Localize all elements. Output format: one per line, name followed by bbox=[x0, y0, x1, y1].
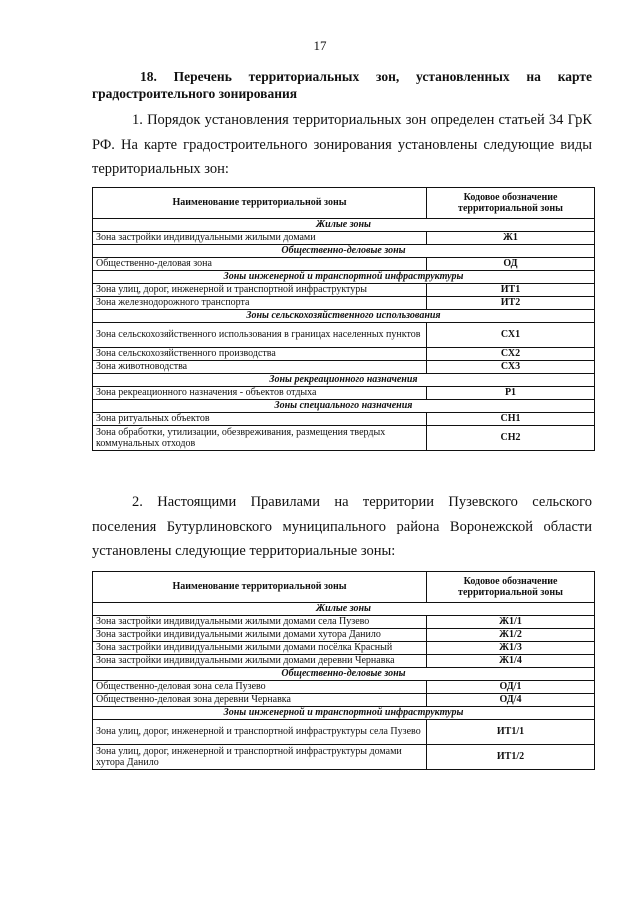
zone-code-cell: ИТ1/2 bbox=[427, 745, 595, 770]
table-header-row bbox=[93, 572, 595, 603]
zone-name-cell: Зона застройки индивидуальными жилыми домами посёлка Красный bbox=[93, 642, 427, 655]
table-row bbox=[93, 361, 595, 374]
table-row bbox=[93, 323, 595, 348]
zone-group-title: Общественно-деловые зоны bbox=[93, 668, 595, 681]
table-row bbox=[93, 720, 595, 745]
column-header-zone-name: Наименование территориальной зоны bbox=[93, 188, 427, 219]
zone-group-row bbox=[93, 245, 595, 258]
zone-code-cell: Ж1/3 bbox=[427, 642, 595, 655]
table-header-row bbox=[93, 188, 595, 219]
column-header-zone-code: Кодовое обозначение территориальной зоны bbox=[427, 572, 595, 603]
table-row bbox=[93, 258, 595, 271]
zone-name-cell: Зона ритуальных объектов bbox=[93, 413, 427, 426]
zone-name-cell: Зона застройки индивидуальными жилыми домами деревни Чернавка bbox=[93, 655, 427, 668]
zone-group-title: Зоны инженерной и транспортной инфраструктуры bbox=[93, 271, 595, 284]
zone-group-title: Жилые зоны bbox=[93, 603, 595, 616]
zone-name-cell: Зона животноводства bbox=[93, 361, 427, 374]
table-row bbox=[93, 387, 595, 400]
zone-code-cell: ИТ1/1 bbox=[427, 720, 595, 745]
zone-types-table-body bbox=[93, 219, 595, 451]
zone-group-title: Общественно-деловые зоны bbox=[93, 245, 595, 258]
zone-code-cell: СХ2 bbox=[427, 348, 595, 361]
zone-name-cell: Зона застройки индивидуальными жилыми домами села Пузево bbox=[93, 616, 427, 629]
table-row bbox=[93, 413, 595, 426]
zone-name-cell: Зона рекреационного назначения - объектов отдыха bbox=[93, 387, 427, 400]
zone-group-row bbox=[93, 707, 595, 720]
zone-name-cell: Зона сельскохозяйственного использования в границах населенных пунктов bbox=[93, 323, 427, 348]
zone-code-cell: Ж1/4 bbox=[427, 655, 595, 668]
table-row bbox=[93, 426, 595, 451]
zone-group-title: Зоны сельскохозяйственного использования bbox=[93, 310, 595, 323]
zone-group-row bbox=[93, 603, 595, 616]
zone-code-cell: ОД bbox=[427, 258, 595, 271]
zone-group-row bbox=[93, 400, 595, 413]
zone-code-cell: СН2 bbox=[427, 426, 595, 451]
table-row bbox=[93, 629, 595, 642]
zone-name-cell: Зона улиц, дорог, инженерной и транспортной инфраструктуры домами хутора Данило bbox=[93, 745, 427, 770]
zone-types-table bbox=[92, 187, 595, 451]
section-heading: 18. Перечень территориальных зон, установленных на карте градостроительного зонирования bbox=[92, 69, 592, 101]
intro-paragraph: 1. Порядок установления территориальных зон определен статьей 34 ГрК РФ. На карте градостроительного зонирования установлены следующие виды территориальных зон: bbox=[92, 112, 592, 177]
zone-group-title: Жилые зоны bbox=[93, 219, 595, 232]
column-header-zone-code: Кодовое обозначение территориальной зоны bbox=[427, 188, 595, 219]
table-row bbox=[93, 348, 595, 361]
zone-code-cell: ИТ1 bbox=[427, 284, 595, 297]
settlement-zones-table-body bbox=[93, 603, 595, 770]
table-row bbox=[93, 694, 595, 707]
table-row bbox=[93, 616, 595, 629]
zone-name-cell: Зона улиц, дорог, инженерной и транспортной инфраструктуры bbox=[93, 284, 427, 297]
zone-code-cell: Ж1/2 bbox=[427, 629, 595, 642]
zone-group-title: Зоны инженерной и транспортной инфраструктуры bbox=[93, 707, 595, 720]
table-row bbox=[93, 745, 595, 770]
zone-code-cell: ОД/1 bbox=[427, 681, 595, 694]
zone-group-row bbox=[93, 374, 595, 387]
table-row bbox=[93, 681, 595, 694]
table-row bbox=[93, 284, 595, 297]
zone-code-cell: Ж1/1 bbox=[427, 616, 595, 629]
zone-code-cell: СН1 bbox=[427, 413, 595, 426]
zone-name-cell: Зона застройки индивидуальными жилыми домами bbox=[93, 232, 427, 245]
zone-code-cell: СХ1 bbox=[427, 323, 595, 348]
zone-code-cell: ОД/4 bbox=[427, 694, 595, 707]
settlement-zones-table bbox=[92, 571, 595, 770]
table-row bbox=[93, 642, 595, 655]
zone-code-cell: Ж1 bbox=[427, 232, 595, 245]
zone-name-cell: Общественно-деловая зона деревни Чернавка bbox=[93, 694, 427, 707]
zone-code-cell: ИТ2 bbox=[427, 297, 595, 310]
zone-code-cell: Р1 bbox=[427, 387, 595, 400]
table-row bbox=[93, 297, 595, 310]
zone-group-row bbox=[93, 219, 595, 232]
zone-group-row bbox=[93, 310, 595, 323]
table-row bbox=[93, 655, 595, 668]
page-number: 17 bbox=[313, 38, 327, 53]
zone-name-cell: Общественно-деловая зона села Пузево bbox=[93, 681, 427, 694]
zone-name-cell: Зона железнодорожного транспорта bbox=[93, 297, 427, 310]
zone-group-title: Зоны специального назначения bbox=[93, 400, 595, 413]
table-row bbox=[93, 232, 595, 245]
zone-code-cell: СХ3 bbox=[427, 361, 595, 374]
settlement-paragraph: 2. Настоящими Правилами на территории Пузевского сельского поселения Бутурлиновского муниципального района Воронежской области установлены следующие территориальные зоны: bbox=[92, 494, 592, 559]
zone-name-cell: Зона сельскохозяйственного производства bbox=[93, 348, 427, 361]
zone-group-row bbox=[93, 271, 595, 284]
zone-group-title: Зоны рекреационного назначения bbox=[93, 374, 595, 387]
column-header-zone-name: Наименование территориальной зоны bbox=[93, 572, 427, 603]
zone-name-cell: Общественно-деловая зона bbox=[93, 258, 427, 271]
zone-name-cell: Зона обработки, утилизации, обезвреживания, размещения твердых коммунальных отходов bbox=[93, 426, 427, 451]
zone-name-cell: Зона застройки индивидуальными жилыми домами хутора Данило bbox=[93, 629, 427, 642]
zone-name-cell: Зона улиц, дорог, инженерной и транспортной инфраструктуры села Пузево bbox=[93, 720, 427, 745]
zone-group-row bbox=[93, 668, 595, 681]
